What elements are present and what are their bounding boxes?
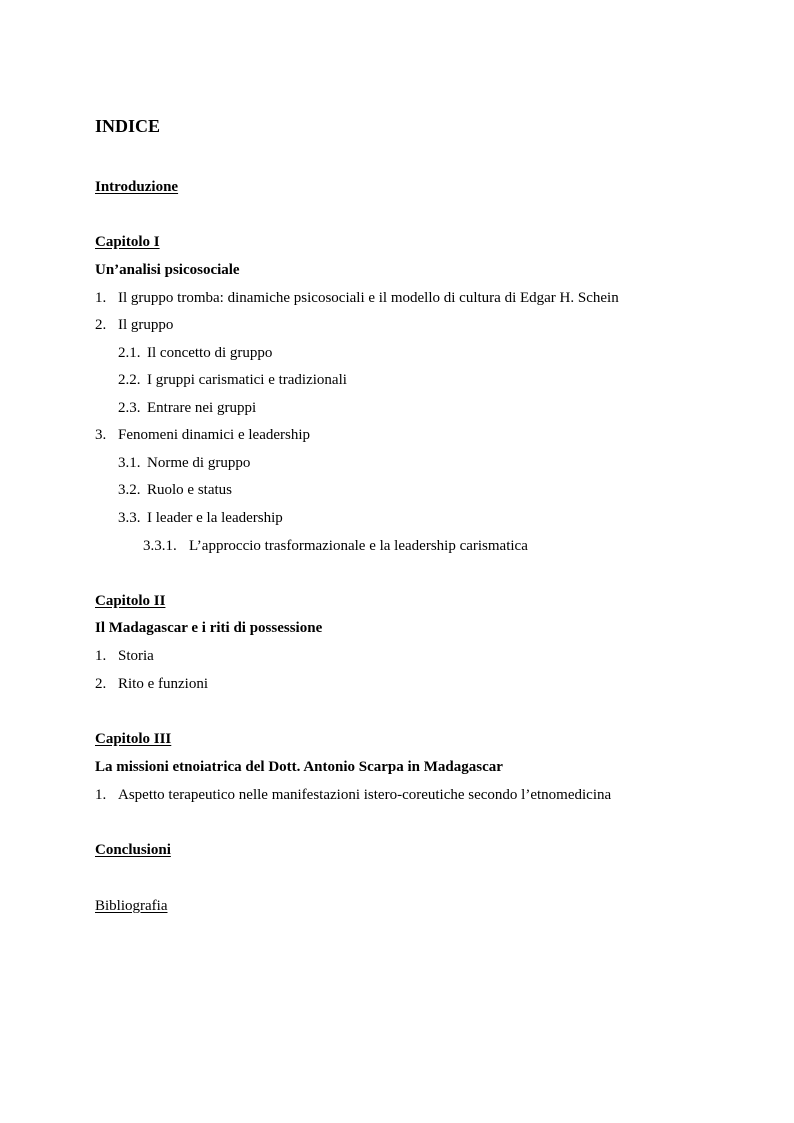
toc-entry	[143, 537, 528, 555]
toc-entry-text: Entrare nei gruppi	[147, 400, 257, 416]
toc-entry	[118, 344, 272, 362]
toc-entry	[95, 786, 611, 804]
toc-entry-text: Storia	[118, 648, 154, 664]
toc-entry-text: I gruppi carismatici e tradizionali	[147, 372, 347, 388]
intro-heading: Introduzione	[95, 179, 179, 195]
toc-entry	[118, 399, 256, 417]
chapter1-subtitle: Un’analisi psicosociale	[95, 262, 240, 278]
toc-entry-number: 3.2.	[118, 482, 141, 498]
toc-entry-number: 3.1.	[118, 455, 141, 471]
toc-entry	[118, 509, 283, 527]
toc-entry	[95, 426, 310, 444]
toc-entry-text: I leader e la leadership	[147, 510, 283, 526]
index-title: INDICE	[95, 116, 161, 136]
toc-entry-number: 3.3.	[118, 510, 141, 526]
toc-entry-number: 1.	[95, 787, 107, 803]
toc-entry-number: 3.3.1.	[143, 538, 177, 554]
chapter3-subtitle: La missioni etnoiatrica del Dott. Antonio Scarpa in Madagascar	[95, 759, 503, 775]
toc-entry	[118, 454, 250, 472]
toc-entry-number: 2.1.	[118, 345, 141, 361]
chapter2-subtitle: Il Madagascar e i riti di possessione	[95, 620, 323, 636]
toc-entry-text: Aspetto terapeutico nelle manifestazioni istero-coreutiche secondo l’etnomedicina	[118, 787, 612, 803]
toc-entry-number: 2.	[95, 676, 107, 692]
toc-entry-number: 2.2.	[118, 372, 141, 388]
chapter2-heading: Capitolo II	[95, 593, 166, 609]
toc-entry-text: Norme di gruppo	[147, 455, 251, 471]
toc-entry-number: 1.	[95, 648, 107, 664]
toc-entry	[118, 371, 347, 389]
toc-entry-number: 1.	[95, 290, 107, 306]
toc-entry	[95, 675, 208, 693]
toc-entry-text: Ruolo e status	[147, 482, 232, 498]
toc-entry	[95, 647, 154, 665]
toc-entry-text: Rito e funzioni	[118, 676, 208, 692]
toc-entry-number: 2.	[95, 317, 107, 333]
chapter1-heading: Capitolo I	[95, 234, 160, 250]
toc-entry-text: Il gruppo tromba: dinamiche psicosociali e il modello di cultura di Edgar H. Schein	[118, 290, 619, 306]
toc-entry-number: 2.3.	[118, 400, 141, 416]
toc-entry-number: 3.	[95, 427, 107, 443]
toc-entry	[95, 289, 619, 307]
toc-entry	[95, 316, 173, 334]
bibliography-link: Bibliografia	[95, 898, 168, 914]
conclusions-heading: Conclusioni	[95, 842, 171, 858]
toc-entry-text: Fenomeni dinamici e leadership	[118, 427, 311, 443]
toc-entry-text: L’approccio trasformazionale e la leadership carismatica	[189, 538, 528, 554]
toc-entry-text: Il concetto di gruppo	[147, 345, 273, 361]
chapter3-heading: Capitolo III	[95, 731, 172, 747]
toc-entry	[118, 481, 232, 499]
toc-entry-text: Il gruppo	[118, 317, 174, 333]
